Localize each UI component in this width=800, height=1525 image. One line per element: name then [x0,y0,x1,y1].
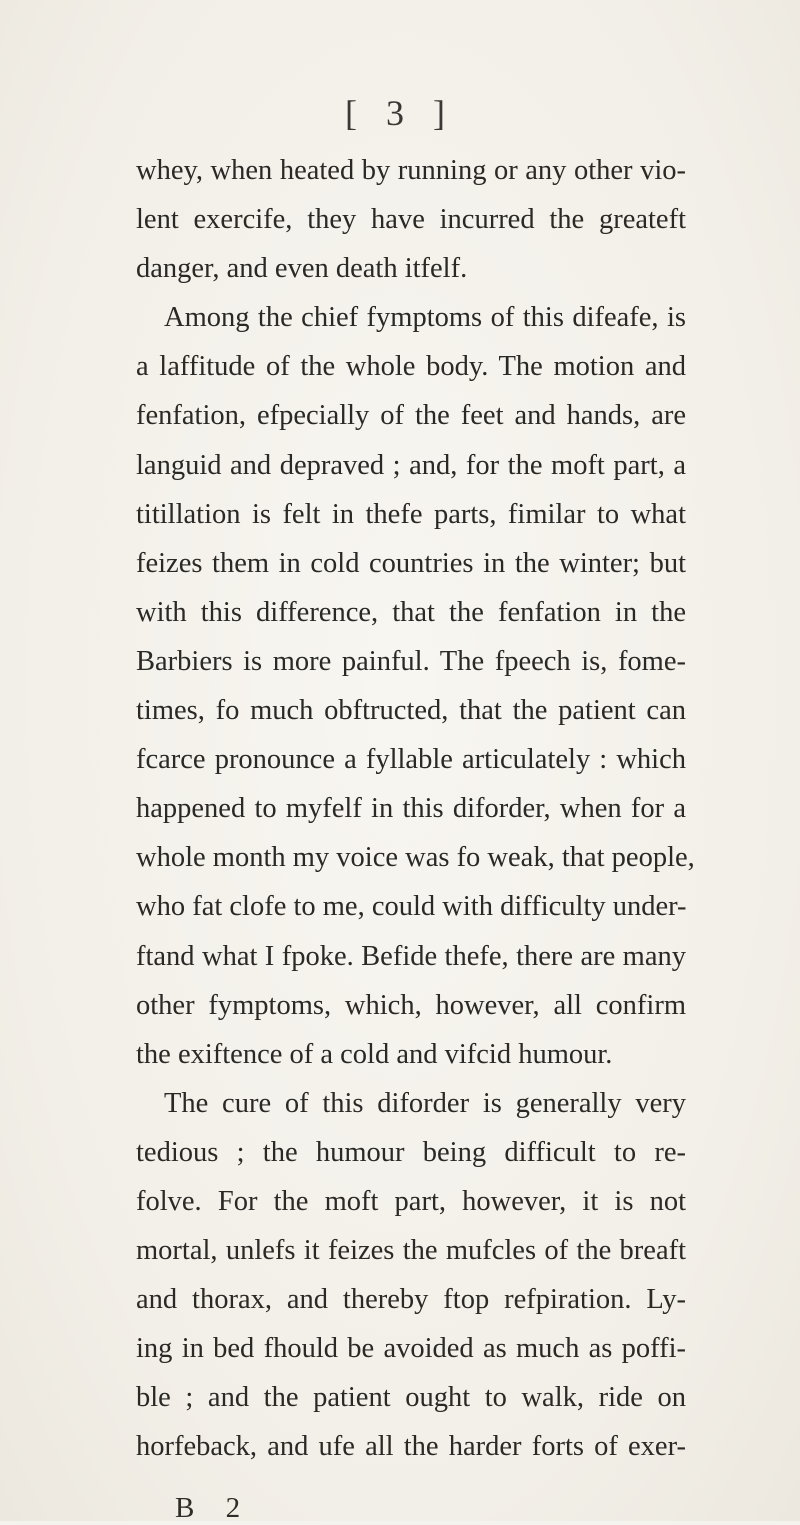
text-line: with this difference, that the fenfation in the [136,596,686,628]
text-line: and thorax, and thereby ftop refpiration. Ly- [136,1284,686,1316]
signature-mark: B 2 [175,1492,253,1524]
text-line: mortal, unlefs it feizes the mufcles of the breaft [136,1235,686,1267]
text-line: ftand what I fpoke. Befide thefe, there are many [136,940,686,972]
text-line: feizes them in cold countries in the winter; but [136,547,686,579]
text-line: tedious ; the humour being difficult to re- [136,1136,686,1168]
text-line: other fymptoms, which, however, all confirm [136,989,686,1021]
text-line: ing in bed fhould be avoided as much as poffi- [136,1333,686,1365]
text-line: a laffitude of the whole body. The motion and [136,351,686,383]
text-line: lent exercife, they have incurred the greateft [136,204,686,236]
text-line: The cure of this diforder is generally very [164,1087,686,1119]
text-line: languid and depraved ; and, for the moft part, a [136,449,686,481]
text-line: whey, when heated by running or any other vio- [136,155,686,186]
text-line: times, fo much obftructed, that the patient can [136,695,686,727]
text-line: folve. For the moft part, however, it is not [136,1185,686,1217]
paragraph [136,146,686,293]
text-line: horfeback, and ufe all the harder forts of exer- [136,1431,686,1463]
text-line: fcarce pronounce a fyllable articulately : which [136,744,686,776]
text-line: ble ; and the patient ought to walk, ride on [136,1382,686,1414]
text-line: titillation is felt in thefe parts, fimilar to what [136,498,686,530]
text-line: Barbiers is more painful. The fpeech is, fome- [136,645,686,677]
text-line: fenfation, efpecially of the feet and hands, are [136,400,686,432]
paragraph [136,293,695,1079]
page-number: [ 3 ] [345,93,455,133]
body-text [136,146,695,1472]
text-line: happened to myfelf in this diforder, when for a [136,793,686,825]
text-line: who fat clofe to me, could with difficulty under- [136,891,687,923]
text-line: danger, and even death itfelf. [136,253,468,285]
text-line: Among the chief fymptoms of this difeafe, is [164,302,686,334]
paragraph [136,1079,686,1472]
text-line: the exiftence of a cold and vifcid humour. [136,1038,613,1070]
text-line: whole month my voice was fo weak, that people, [136,842,695,874]
